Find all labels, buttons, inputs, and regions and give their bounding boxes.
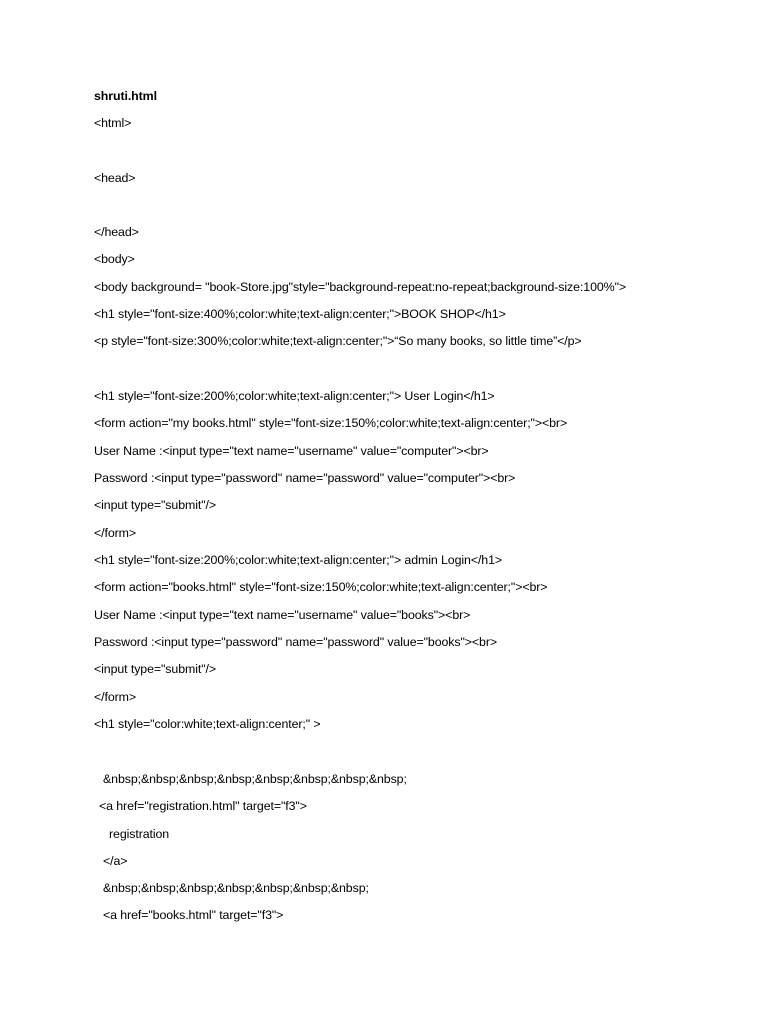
document-filename: shruti.html xyxy=(94,89,157,103)
code-line: Password :<input type="password" name="password" value="books"><br> xyxy=(94,635,498,649)
code-line: <a href="books.html" target="f3"> xyxy=(103,908,284,922)
code-line: </a> xyxy=(103,854,128,868)
code-line: <head> xyxy=(94,171,136,185)
code-line: User Name :<input type="text name="username" value="computer"><br> xyxy=(94,444,489,458)
code-line: <input type="submit"/> xyxy=(94,662,216,676)
code-line: <h1 style="font-size:200%;color:white;text-align:center;"> User Login</h1> xyxy=(94,389,495,403)
code-line: <html> xyxy=(94,116,132,130)
code-line: <body> xyxy=(94,252,135,266)
code-line: registration xyxy=(109,827,170,841)
code-line: <a href="registration.html" target="f3"> xyxy=(99,799,307,813)
code-line: Password :<input type="password" name="password" value="computer"><br> xyxy=(94,471,516,485)
code-line: <h1 style="font-size:200%;color:white;text-align:center;"> admin Login</h1> xyxy=(94,553,503,567)
code-line: &nbsp;&nbsp;&nbsp;&nbsp;&nbsp;&nbsp;&nbsp; xyxy=(103,881,369,895)
code-line: </form> xyxy=(94,690,136,704)
code-line: <h1 style="color:white;text-align:center;" > xyxy=(94,717,321,731)
code-line: <body background= "book-Store.jpg"style="background-repeat:no-repeat;background-size:100%"> xyxy=(94,280,626,294)
code-line: User Name :<input type="text name="username" value="books"><br> xyxy=(94,608,471,622)
code-line: &nbsp;&nbsp;&nbsp;&nbsp;&nbsp;&nbsp;&nbsp;&nbsp; xyxy=(103,772,407,786)
code-line: </form> xyxy=(94,526,136,540)
code-line: <form action="my books.html" style="font-size:150%;color:white;text-align:center;"><br> xyxy=(94,416,568,430)
code-line: <p style="font-size:300%;color:white;text-align:center;">“So many books, so little time”</p> xyxy=(94,334,582,348)
code-line: <input type="submit"/> xyxy=(94,498,216,512)
code-line: <form action="books.html" style="font-size:150%;color:white;text-align:center;"><br> xyxy=(94,580,548,594)
code-line: <h1 style="font-size:400%;color:white;text-align:center;">BOOK SHOP</h1> xyxy=(94,307,506,321)
code-line: </head> xyxy=(94,225,139,239)
